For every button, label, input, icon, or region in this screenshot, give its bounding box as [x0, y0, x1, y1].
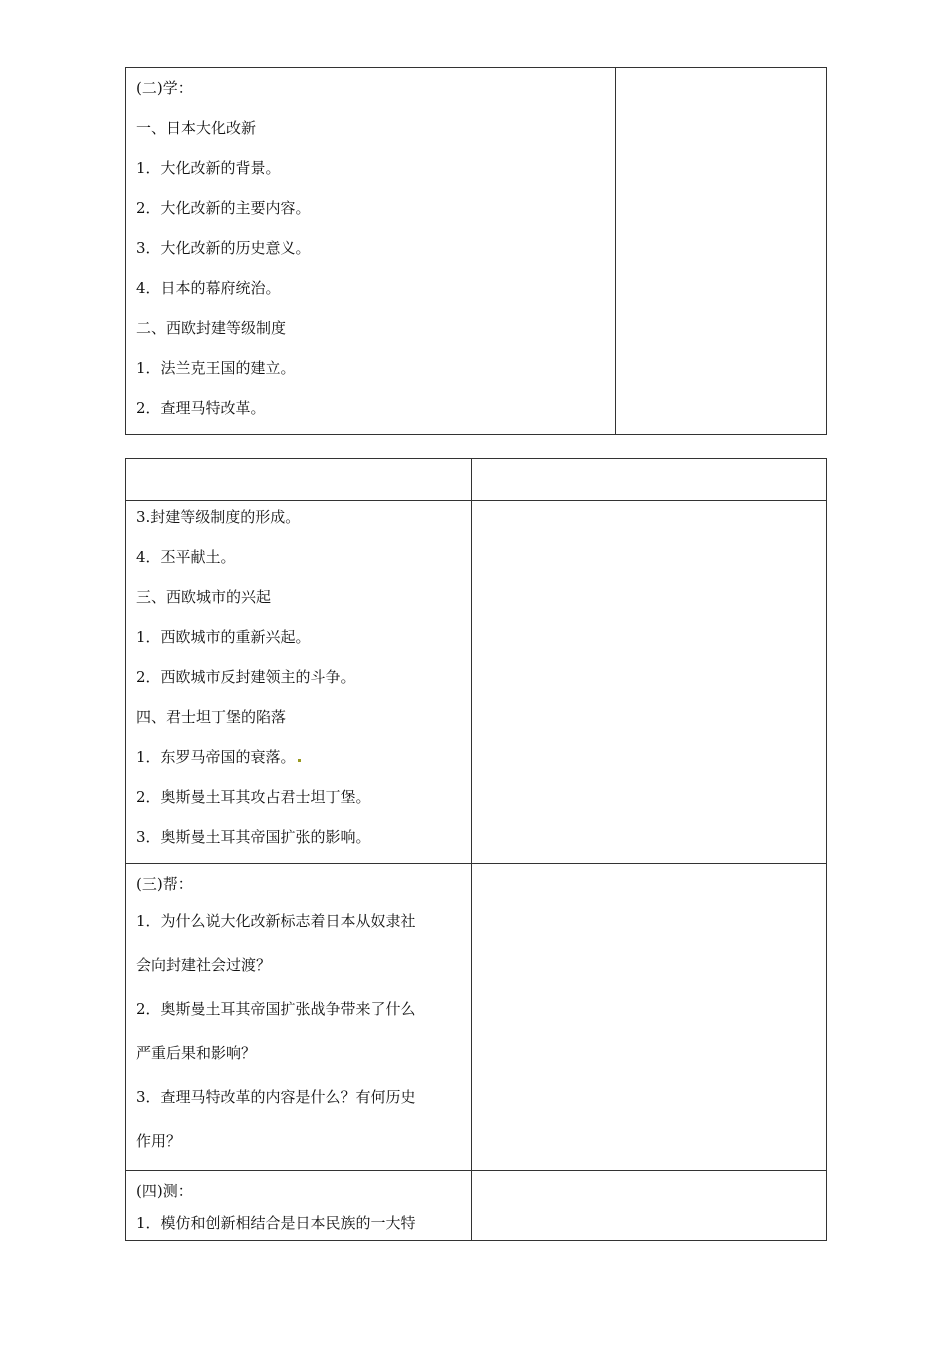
question-line: 2．奥斯曼土耳其帝国扩张战争带来了什么	[136, 1000, 416, 1018]
list-item: 1．西欧城市的重新兴起。	[136, 628, 311, 646]
list-item	[136, 743, 471, 783]
topic-heading: 四、君士坦丁堡的陷落	[136, 708, 287, 726]
question-line: 作用？	[136, 1132, 182, 1150]
list-item-text: 1．东罗马帝国的衰落。	[136, 748, 296, 766]
section-heading: (三)帮：	[136, 875, 193, 893]
list-item: 4．丕平献土。	[136, 548, 236, 566]
edit-mark	[298, 759, 301, 762]
content-cell	[126, 501, 472, 864]
outline-table-1	[125, 67, 827, 435]
question-line: 严重后果和影响？	[136, 1044, 257, 1062]
header-cell-right	[472, 459, 827, 501]
question-line: 1．为什么说大化改新标志着日本从奴隶社	[136, 912, 416, 930]
notes-cell	[472, 501, 827, 864]
question-line: 会向封建社会过渡？	[136, 956, 272, 974]
topic-heading: 三、西欧城市的兴起	[136, 588, 272, 606]
list-item: 2．大化改新的主要内容。	[136, 199, 311, 217]
list-item: 2．查理马特改革。	[136, 399, 266, 417]
question-line: 1．模仿和创新相结合是日本民族的一大特	[136, 1214, 416, 1232]
list-item: 2．奥斯曼土耳其攻占君士坦丁堡。	[136, 788, 371, 806]
question-line: 3．查理马特改革的内容是什么？有何历史	[136, 1088, 416, 1106]
section-heading: (四)测：	[136, 1182, 193, 1200]
content-cell	[126, 1171, 472, 1241]
notes-cell	[472, 1171, 827, 1241]
list-item: 2．西欧城市反封建领主的斗争。	[136, 668, 356, 686]
topic-heading: 一、日本大化改新	[136, 119, 257, 137]
list-item: 3．大化改新的历史意义。	[136, 239, 311, 257]
list-item: 4．日本的幕府统治。	[136, 279, 281, 297]
notes-cell	[472, 864, 827, 1171]
section-heading: (二)学：	[136, 79, 193, 97]
content-cell	[126, 68, 616, 435]
outline-table-2	[125, 458, 827, 1241]
list-item: 3.封建等级制度的形成。	[136, 508, 301, 526]
list-item: 3．奥斯曼土耳其帝国扩张的影响。	[136, 828, 371, 846]
content-cell	[126, 864, 472, 1171]
notes-cell	[616, 68, 827, 435]
list-item: 1．法兰克王国的建立。	[136, 359, 296, 377]
topic-heading: 二、西欧封建等级制度	[136, 319, 287, 337]
list-item: 1．大化改新的背景。	[136, 159, 281, 177]
header-cell-left	[126, 459, 472, 501]
